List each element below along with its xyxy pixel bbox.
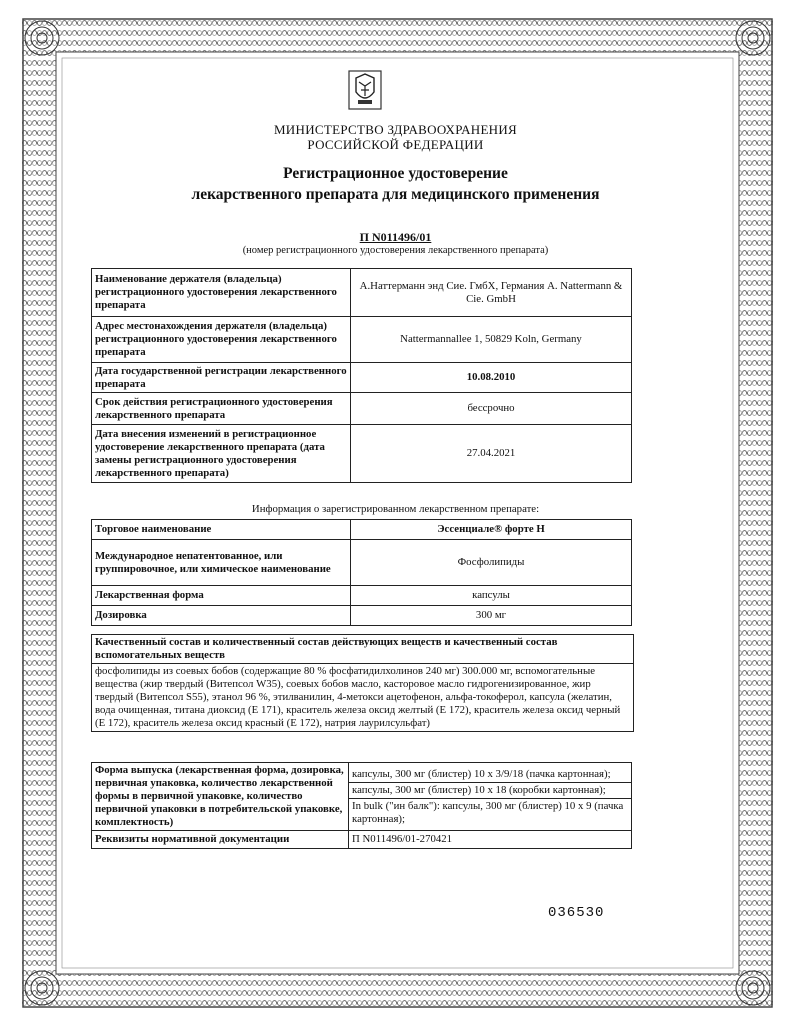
table-row bbox=[92, 393, 632, 425]
validity-period-label: Срок действия регистрационного удостоверения лекарственного препарата bbox=[92, 393, 351, 425]
trade-name-value: Эссенциале® форте Н bbox=[351, 520, 632, 540]
pack-option: капсулы, 300 мг (блистер) 10 x 3/9/18 (пачка картонная); bbox=[349, 767, 631, 783]
table-row bbox=[92, 586, 632, 606]
trade-name-label: Торговое наименование bbox=[92, 520, 351, 540]
holder-name-label: Наименование держателя (владельца) регистрационного удостоверения лекарственного препарата bbox=[92, 269, 351, 317]
registration-date-label: Дата государственной регистрации лекарственного препарата bbox=[92, 363, 351, 393]
ministry-name-line2: РОССИЙСКОЙ ФЕДЕРАЦИИ bbox=[307, 137, 484, 152]
table-row bbox=[92, 363, 632, 393]
pack-option: капсулы, 300 мг (блистер) 10 x 18 (коробки картонная); bbox=[349, 783, 631, 799]
pack-form-values bbox=[349, 763, 632, 831]
table-row bbox=[92, 520, 632, 540]
document-title-line2: лекарственного препарата для медицинского применения bbox=[191, 186, 600, 203]
dosage-label: Дозировка bbox=[92, 606, 351, 626]
pack-form-label: Форма выпуска (лекарственная форма, дозировка, первичная упаковка, количество лекарственной формы в первичной упаковке, количество первичной упаковки в потребительской упаковке, комплектность) bbox=[92, 763, 349, 831]
drug-info-caption: Информация о зарегистрированном лекарственном препарате: bbox=[251, 503, 540, 515]
dosage-form-label: Лекарственная форма bbox=[92, 586, 351, 606]
holder-address-value: Nattermannallee 1, 50829 Koln, Germany bbox=[351, 317, 632, 363]
registration-number: П N011496/01 bbox=[359, 230, 432, 244]
validity-period-value: бессрочно bbox=[351, 393, 632, 425]
holder-info-table bbox=[91, 268, 632, 483]
table-row bbox=[92, 269, 632, 317]
normative-docs-label: Реквизиты нормативной документации bbox=[92, 831, 349, 849]
table-row bbox=[92, 425, 632, 483]
change-date-label: Дата внесения изменений в регистрационное удостоверение лекарственного препарата (дата замены регистрационного удостоверения лекарственного препарата) bbox=[92, 425, 351, 483]
registration-number-caption: (номер регистрационного удостоверения лекарственного препарата) bbox=[242, 245, 549, 256]
pack-option: In bulk ("ин балк"): капсулы, 300 мг (блистер) 10 x 9 (пачка картонная); bbox=[352, 799, 624, 825]
table-row bbox=[92, 763, 632, 831]
inn-value: Фосфолипиды bbox=[351, 540, 632, 586]
ministry-name-line1: МИНИСТЕРСТВО ЗДРАВООХРАНЕНИЯ bbox=[273, 122, 518, 137]
table-row bbox=[92, 317, 632, 363]
table-row bbox=[92, 540, 632, 586]
change-date-value: 27.04.2021 bbox=[351, 425, 632, 483]
registration-date-value: 10.08.2010 bbox=[351, 363, 632, 393]
dosage-value: 300 мг bbox=[351, 606, 632, 626]
composition-block bbox=[91, 634, 634, 732]
dosage-form-value: капсулы bbox=[351, 586, 632, 606]
drug-info-table bbox=[91, 519, 632, 626]
table-row bbox=[92, 831, 632, 849]
serial-number: 036530 bbox=[548, 905, 605, 921]
coat-of-arms-emblem bbox=[348, 70, 382, 110]
inn-label: Международное непатентованное, или группировочное, или химическое наименование bbox=[92, 540, 351, 586]
normative-docs-value: П N011496/01-270421 bbox=[349, 831, 632, 849]
holder-address-label: Адрес местонахождения держателя (владельца) регистрационного удостоверения лекарственного препарата bbox=[92, 317, 351, 363]
holder-name-value: А.Наттерманн энд Сие. ГмбХ, Германия A. Nattermann & Cie. GmbH bbox=[351, 269, 632, 317]
pack-info-table bbox=[91, 762, 632, 849]
composition-text: фосфолипиды из соевых бобов (содержащие 80 % фосфатидилхолинов 240 мг) 300.000 мг, вспомогательные вещества (жир твердый (Витепсол W35), соевых бобов масло, касторовое масло гидрогенизированное, жир твердый (Витепсол S55), этанол 96 %, этилванилин, 4-метокси ацетофенон, альфа-токоферол, капсула (желатин, вода очищенная, титана диоксид (Е 171), краситель железа оксид желтый (Е 172), краситель железа оксид черный (Е 172), краситель железа оксид красный (Е 172), натрия лаурилсульфат) bbox=[95, 665, 621, 729]
composition-heading: Качественный состав и количественный состав действующих веществ и качественный состав вспомогательных веществ bbox=[92, 635, 633, 664]
document-title-line1: Регистрационное удостоверение bbox=[283, 165, 508, 182]
table-row bbox=[92, 606, 632, 626]
